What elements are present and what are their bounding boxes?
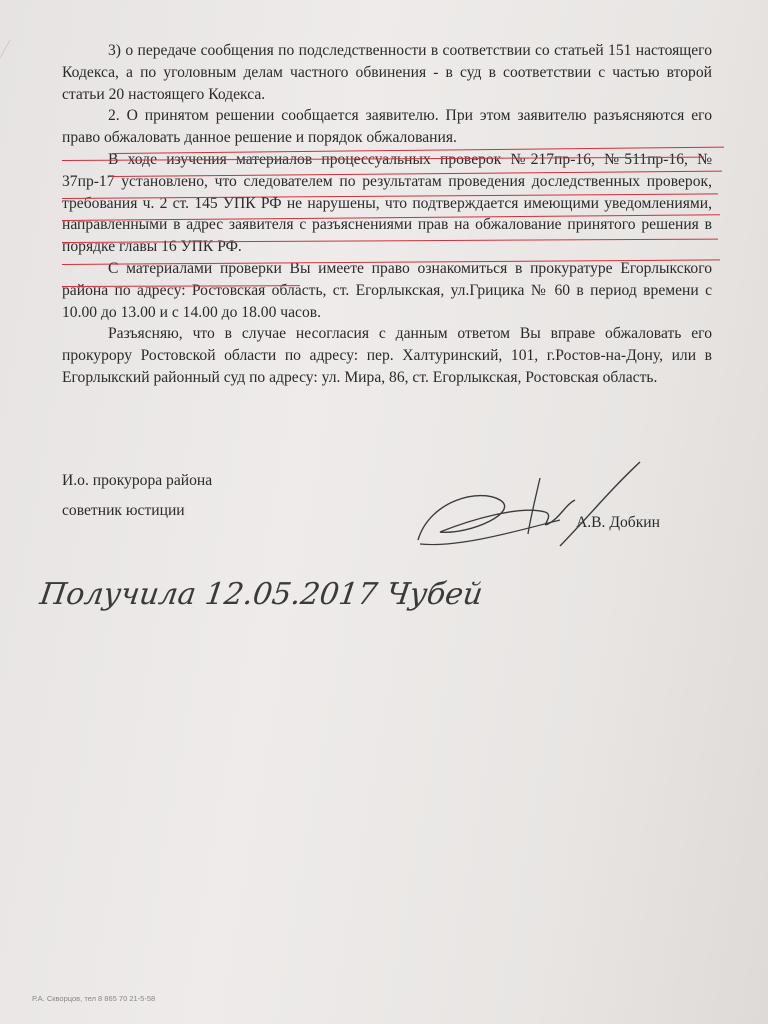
signatory-name: А.В. Добкин — [576, 514, 660, 531]
footer-contact: Р.А. Скворцов, тел 8 865 70 21-5-58 — [32, 994, 156, 1003]
paragraph-appeal-rights: Разъясняю, что в случае несогласия с данным ответом Вы вправе обжаловать его прокурору Ростовской области по адресу: пер. Халтуринский, 101, г.Ростов-на-Дону, или в Егорлыкский районный суд по адресу: ул. Мира, 86, ст. Егорлыкская, Ростовская область. — [62, 325, 712, 386]
handwritten-text: Получила 12.05.2017 Чубей — [38, 577, 485, 612]
paragraph-review-materials: С материалами проверки Вы имеете право ознакомиться в прокуратуре Егорлыкского района по адресу: Ростовская область, ст. Егорлыкская, ул.Грицика № 60 в период времени с 10.00 до 13.00 и с 14.00 до 18.00 часов. — [62, 259, 712, 321]
handwritten-receipt-note — [38, 568, 658, 632]
paragraph-inspection-findings: В ходе изучения материалов процессуальных проверок №217пр-16, №511пр-16, № 37пр-17 установлено, что следователем по результатам проведения доследственных проверок, требования ч. 2 ст. 145 УПК РФ не нарушены, что подтверждается имеющими уведомлениями, направленными в адрес заявителя с разъяснениями прав на обжалование принятого решения в порядке главы 16 УПК РФ. — [62, 150, 712, 256]
signatory-rank: советник юстиции — [62, 502, 185, 519]
paragraph-clause-3: 3) о передаче сообщения по подследственности в соответствии со статьей 151 настоящего Кодекса, а по уголовным делам частного обвинения - в суд в соответствии с частью второй статьи 20 настоящего Кодекса. — [62, 42, 712, 103]
paragraph-clause-2: 2. О принятом решении сообщается заявителю. При этом заявителю разъясняются его право обжаловать данное решение и порядок обжалования. — [62, 107, 712, 147]
signatory-position: И.о. прокурора района — [62, 472, 213, 489]
